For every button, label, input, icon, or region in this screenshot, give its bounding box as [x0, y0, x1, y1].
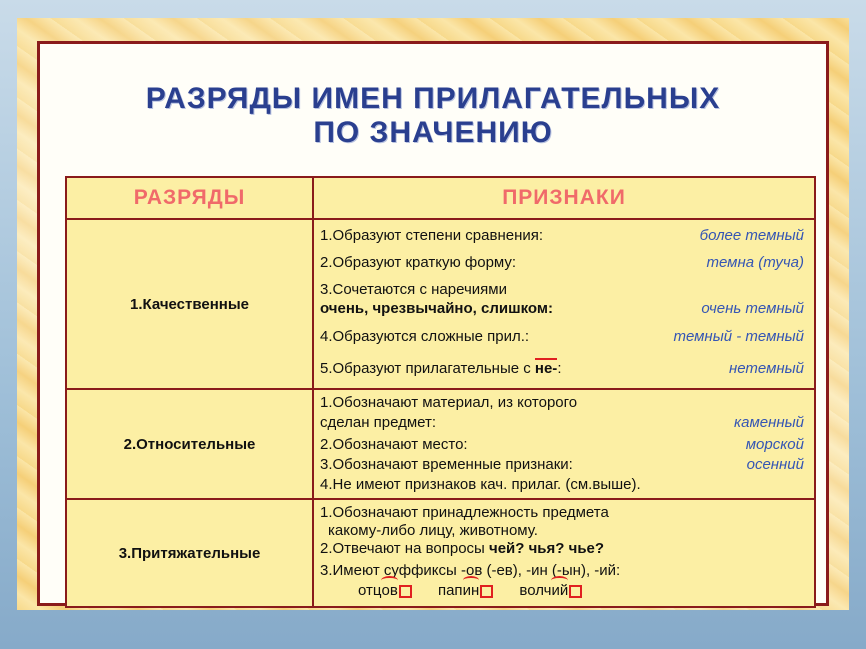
- features-cell: [313, 219, 815, 389]
- word-example: папин: [438, 582, 493, 599]
- feature-line: [320, 394, 808, 414]
- category-cell: 1.Качественные: [66, 219, 313, 389]
- feature-example: нетемный: [728, 359, 804, 377]
- feature-text: 4.Образуются сложные прил.:: [320, 327, 530, 345]
- feature-line: [320, 254, 808, 281]
- feature-example: морской: [745, 436, 804, 453]
- title-line-1: РАЗРЯДЫ ИМЕН ПРИЛАГАТЕЛЬНЫХ: [145, 82, 721, 115]
- table-row: [66, 219, 815, 389]
- ending-box-icon: [399, 585, 412, 598]
- feature-text: сделан предмет:: [320, 414, 437, 431]
- suffix-arc: ов: [381, 582, 398, 599]
- table-row: [66, 389, 815, 499]
- feature-text: 1.Образуют степени сравнения:: [320, 226, 544, 244]
- feature-example: темна (туча): [706, 253, 804, 271]
- prefix-marker: не-: [534, 359, 558, 377]
- feature-line: [320, 414, 808, 436]
- suffix-arc: ий: [551, 582, 569, 599]
- feature-text: 1.Обозначают принадлежность предмета: [320, 504, 609, 521]
- feature-line: [320, 281, 808, 300]
- feature-line: [320, 227, 808, 254]
- feature-text: 2.Образуют краткую форму:: [320, 253, 517, 271]
- feature-example: более темный: [699, 226, 804, 244]
- category-cell: 3.Притяжательные: [66, 499, 313, 607]
- feature-line: [320, 476, 808, 496]
- ending-box-icon: [480, 585, 493, 598]
- page-title: [40, 82, 826, 150]
- feature-line: [320, 522, 808, 540]
- feature-text-colon: :: [557, 359, 562, 377]
- feature-example: осенний: [746, 456, 804, 473]
- feature-text: какому-либо лицу, животному.: [328, 522, 538, 539]
- feature-text: очень, чрезвычайно, слишком:: [320, 299, 553, 317]
- header-features: ПРИЗНАКИ: [313, 177, 815, 219]
- feature-line: [320, 300, 808, 328]
- suffix-arc: ин: [462, 582, 480, 599]
- feature-text: 3.Сочетаются с наречиями: [320, 280, 507, 298]
- word-example: отцов: [358, 582, 412, 599]
- title-line-2: ПО ЗНАЧЕНИЮ: [313, 116, 553, 149]
- feature-text: 3.Имеют суффиксы -ов (-ев), -ин (-ын), -ий:: [320, 562, 621, 579]
- feature-example: очень темный: [701, 299, 804, 317]
- feature-line: [320, 436, 808, 456]
- table-header-row: [66, 177, 815, 219]
- feature-line: [320, 328, 808, 360]
- feature-line: [320, 504, 808, 522]
- feature-text: 5.Образуют прилагательные с: [320, 359, 535, 377]
- feature-line: [320, 360, 808, 384]
- feature-text: 3.Обозначают временные признаки:: [320, 456, 573, 473]
- ending-box-icon: [569, 585, 582, 598]
- header-categories: РАЗРЯДЫ: [66, 177, 313, 219]
- word-example: волчий: [519, 582, 582, 599]
- content-card: [37, 41, 829, 606]
- feature-line: [320, 540, 808, 562]
- categories-table: [65, 176, 816, 608]
- feature-text: 2.Обозначают место:: [320, 436, 468, 453]
- question-words: чей? чья? чье?: [489, 540, 605, 557]
- feature-example: темный - темный: [673, 327, 804, 345]
- feature-text: 2.Отвечают на вопросы: [320, 540, 489, 557]
- feature-text: 1.Обозначают материал, из которого: [320, 394, 578, 411]
- word-examples: [320, 582, 808, 604]
- feature-text: 4.Не имеют признаков кач. прилаг. (см.выше).: [320, 476, 641, 493]
- category-cell: 2.Относительные: [66, 389, 313, 499]
- slide-background: [17, 18, 849, 610]
- feature-example: каменный: [734, 414, 804, 431]
- table-row: [66, 499, 815, 607]
- features-cell: [313, 499, 815, 607]
- feature-line: [320, 456, 808, 476]
- features-cell: [313, 389, 815, 499]
